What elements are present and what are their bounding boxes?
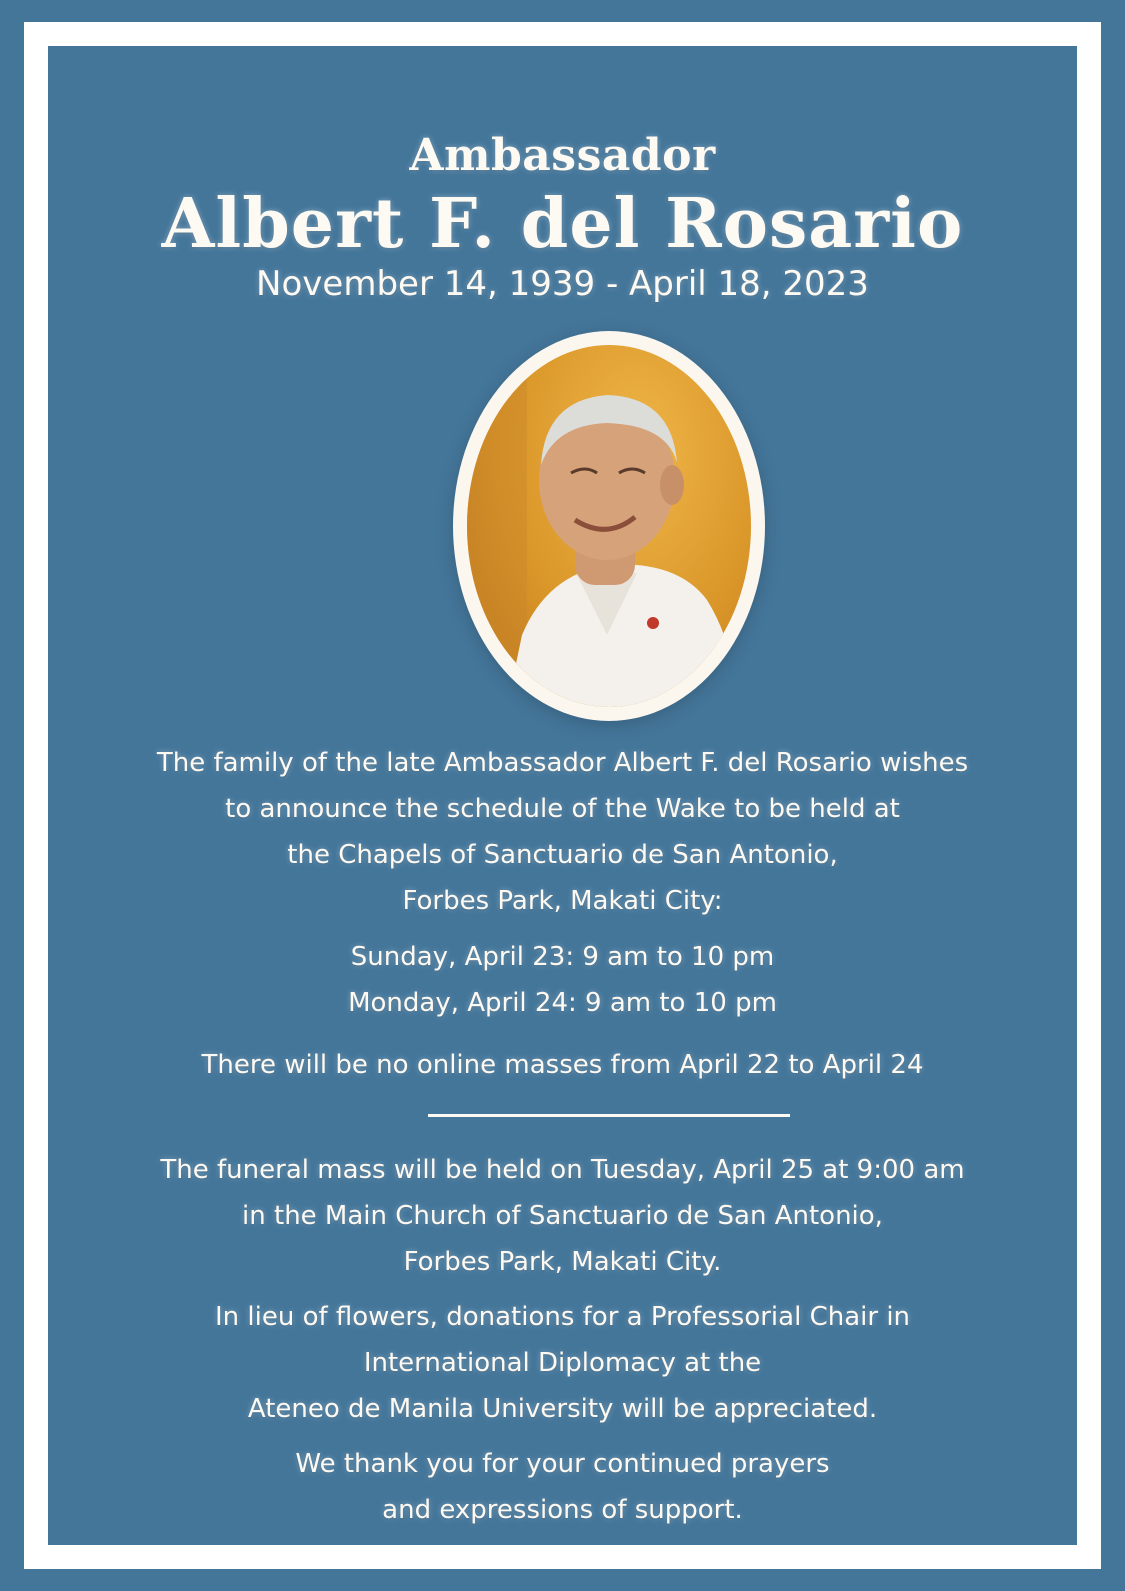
funeral-mass-info xyxy=(48,1147,1077,1285)
life-dates: November 14, 1939 - April 18, 2023 xyxy=(256,264,869,304)
portrait-frame xyxy=(453,331,765,721)
donation-line: In lieu of flowers, donations for a Professorial Chair in xyxy=(214,1302,911,1332)
online-mass-notice: There will be no online masses from April 22 to April 24 xyxy=(201,1050,924,1080)
funeral-line: The funeral mass will be held on Tuesday, April 25 at 9:00 am xyxy=(160,1155,965,1185)
closing-thanks xyxy=(48,1441,1077,1533)
donation-request xyxy=(48,1294,1077,1432)
section-divider xyxy=(428,1114,790,1117)
announcement-line: the Chapels of Sanctuario de San Antonio, xyxy=(287,840,838,870)
portrait-illustration xyxy=(467,345,751,707)
person-name: Albert F. del Rosario xyxy=(161,184,964,264)
funeral-line: Forbes Park, Makati City. xyxy=(403,1247,722,1277)
donation-line: International Diplomacy at the xyxy=(363,1348,762,1378)
honorific-title: Ambassador xyxy=(409,130,716,181)
announcement-line: The family of the late Ambassador Albert F. del Rosario wishes xyxy=(156,748,969,778)
wake-announcement xyxy=(48,740,1077,924)
content-panel xyxy=(48,46,1077,1545)
closing-line: and expressions of support. xyxy=(382,1495,743,1525)
schedule-line: Sunday, April 23: 9 am to 10 pm xyxy=(350,942,775,972)
announcement-line: Forbes Park, Makati City: xyxy=(402,886,723,916)
donation-line: Ateneo de Manila University will be appreciated. xyxy=(247,1394,878,1424)
wake-schedule xyxy=(48,934,1077,1026)
announcement-line: to announce the schedule of the Wake to be held at xyxy=(225,794,900,824)
schedule-line: Monday, April 24: 9 am to 10 pm xyxy=(348,988,777,1018)
closing-line: We thank you for your continued prayers xyxy=(295,1449,830,1479)
funeral-line: in the Main Church of Sanctuario de San Antonio, xyxy=(242,1201,883,1231)
portrait-photo xyxy=(467,345,751,707)
